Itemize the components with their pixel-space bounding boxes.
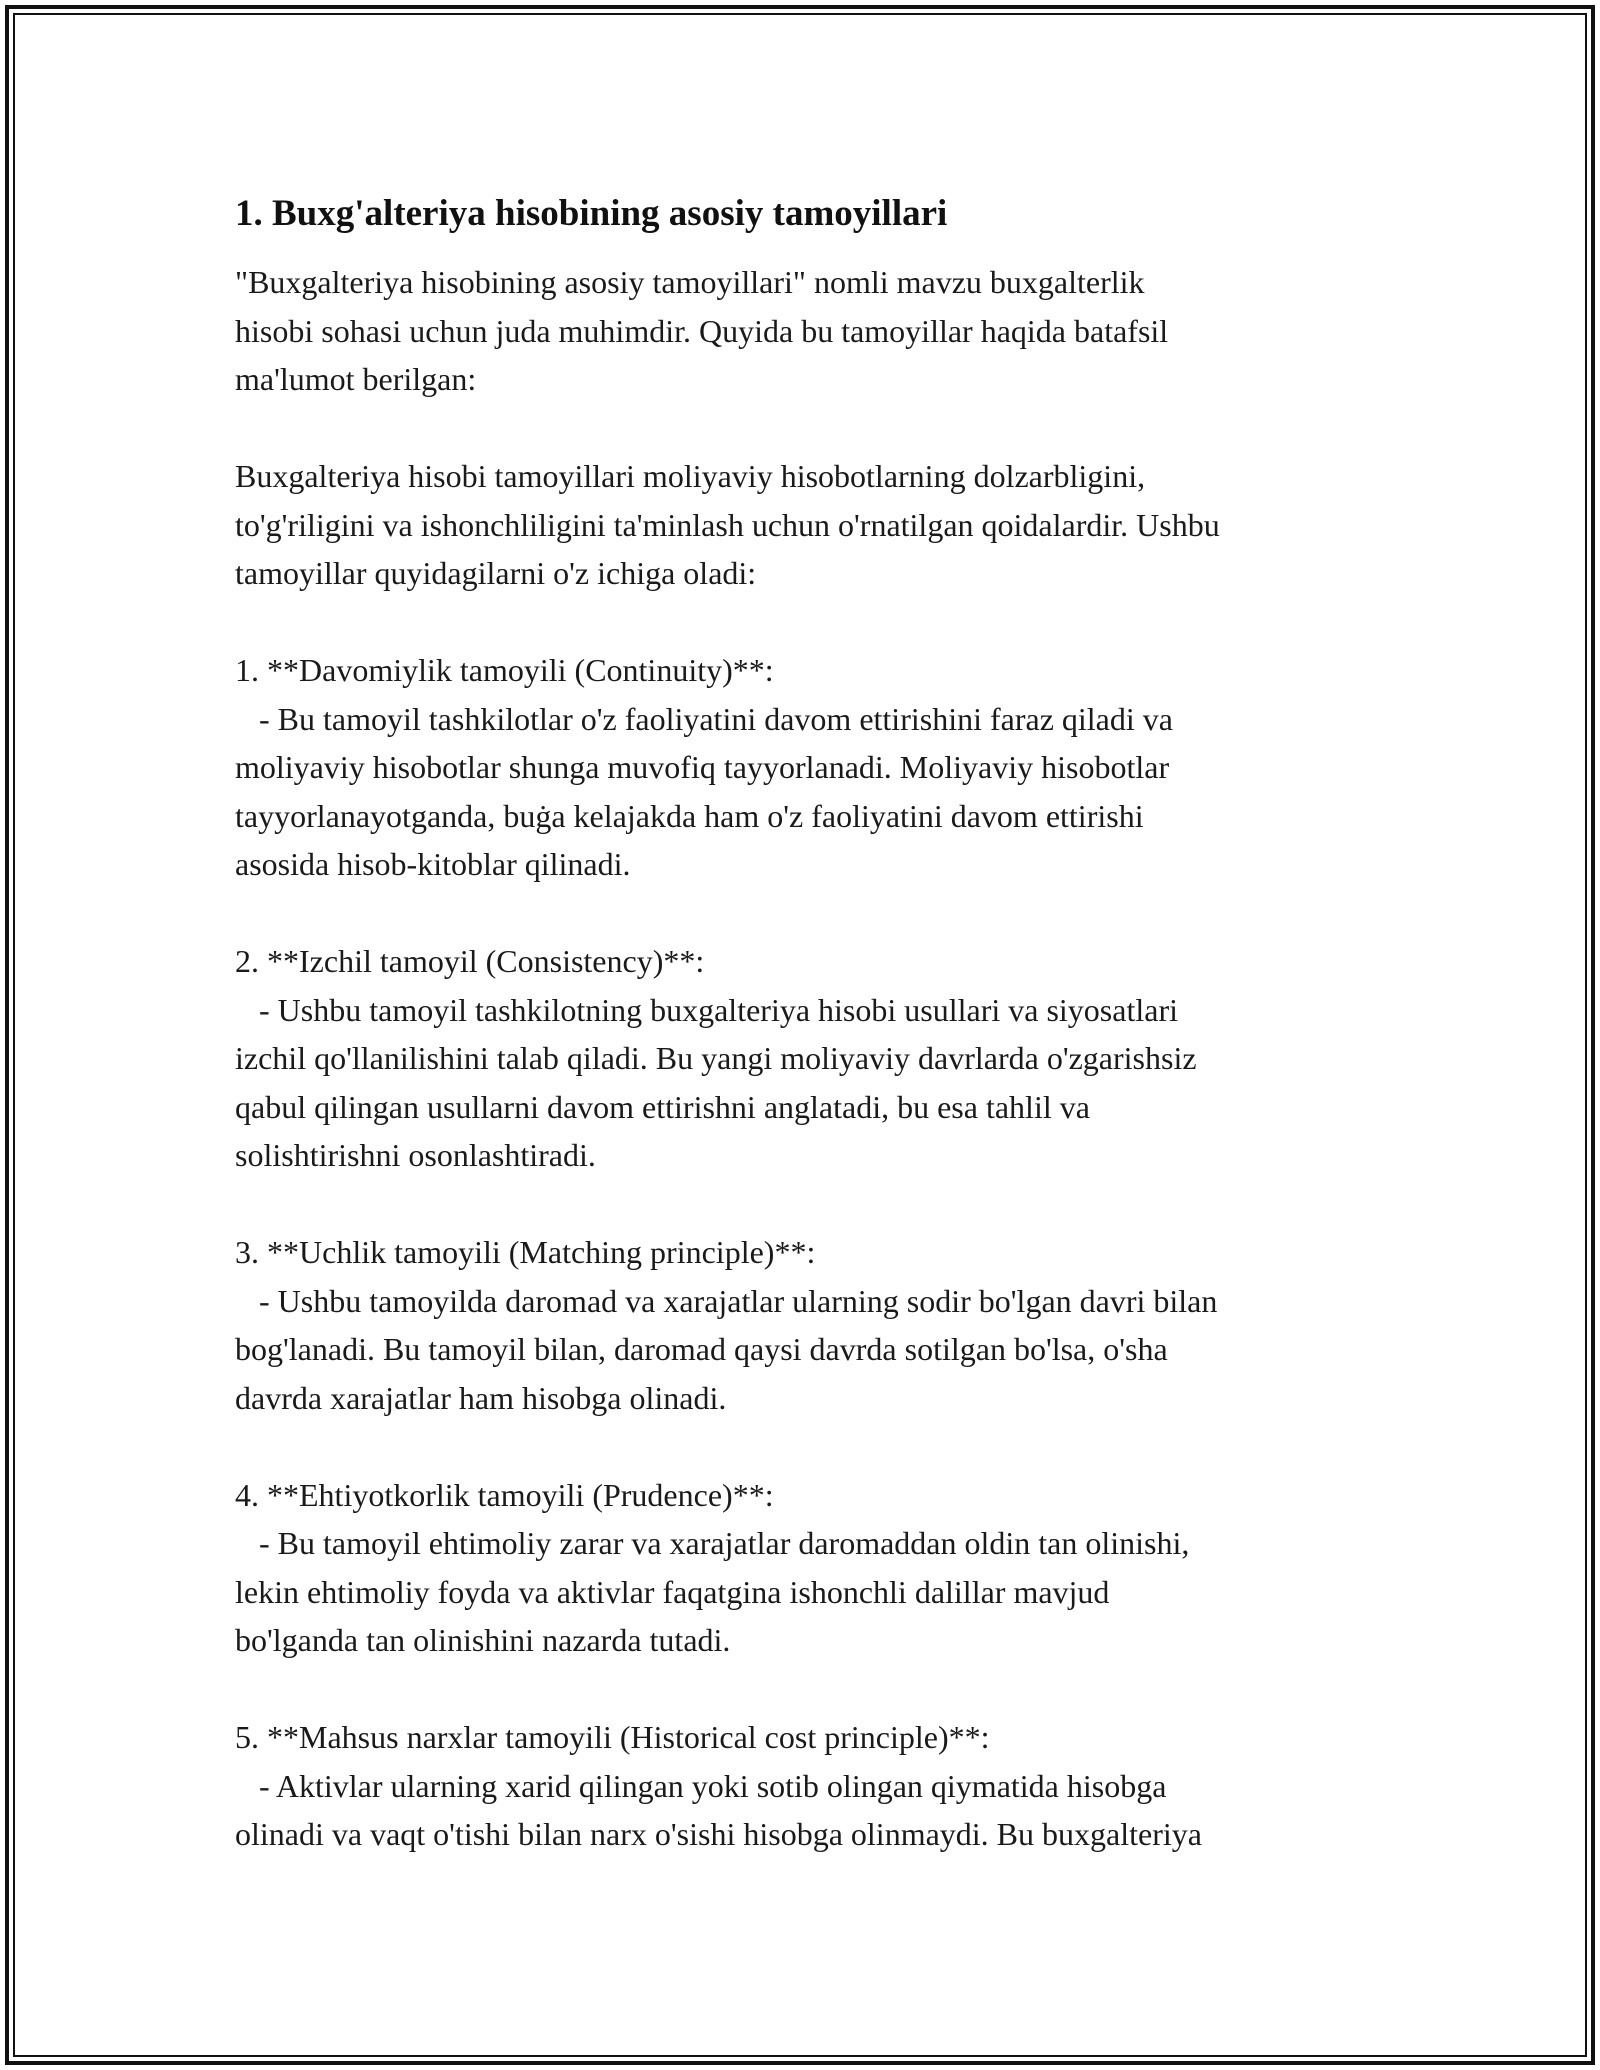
document-body: "Buxgalteriya hisobining asosiy tamoyillari" nomli mavzu buxgalterlik hisobi sohasi uchun juda muhimdir. Quyida bu tamoyillar haqida batafsil ma'lumot berilgan: Buxgalteriya hisobi tamoyillari moliyaviy hisobotlarning dolzarbligini, to'g'riligini va ishonchliligini ta'minlash uchun o'rnatilgan qoidalardir. Ushbu tamoyillar quyidagilarni o'z ichiga oladi: 1. **Davomiylik tamoyili (Continuity)**: - Bu tamoyil tashkilotlar o'z faoliyatini davom ettirishini faraz qiladi va moliyaviy hisobotlar shunga muvofiq tayyorlanadi. Moliyaviy hisobotlar tayyorlanayotganda, buġa kelajakda ham o'z faoliyatini davom ettirishi asosida hisob-kitoblar qilinadi. 2. **Izchil tamoyil (Consistency)**: - Ushbu tamoyil tashkilotning buxgalteriya hisobi usullari va siyosatlari izchil qo'llanilishini talab qiladi. Bu yangi moliyaviy davrlarda o'zgarishsiz qabul qilingan usullarni davom ettirishni anglatadi, bu esa tahlil va solishtirishni osonlashtiradi. 3. **Uchlik tamoyili (Matching principle)**: - Ushbu tamoyilda daromad va xarajatlar ularning sodir bo'lgan davri bilan bog'lanadi. Bu tamoyil bilan, daromad qaysi davrda sotilgan bo'lsa, o'sha davrda xarajatlar ham hisobga olinadi. 4. **Ehtiyotkorlik tamoyili (Prudence)**: - Bu tamoyil ehtimoliy zarar va xarajatlar daromaddan oldin tan olinishi, lekin ehtimoliy foyda va aktivlar faqatgina ishonchli dalillar mavjud bo'lganda tan olinishini nazarda tutadi. 5. **Mahsus narxlar tamoyili (Historical cost principle)**: - Aktivlar ularning xarid qilingan yoki sotib olingan qiymatida hisobga olinadi va vaqt o'tishi bilan narx o'sishi hisobga olinmaydi. Bu buxgalteriya [235,264,1220,1852]
document-heading: 1. Buxg'alteriya hisobining asosiy tamoyillari [235,193,948,234]
document-content [235,190,1385,1859]
